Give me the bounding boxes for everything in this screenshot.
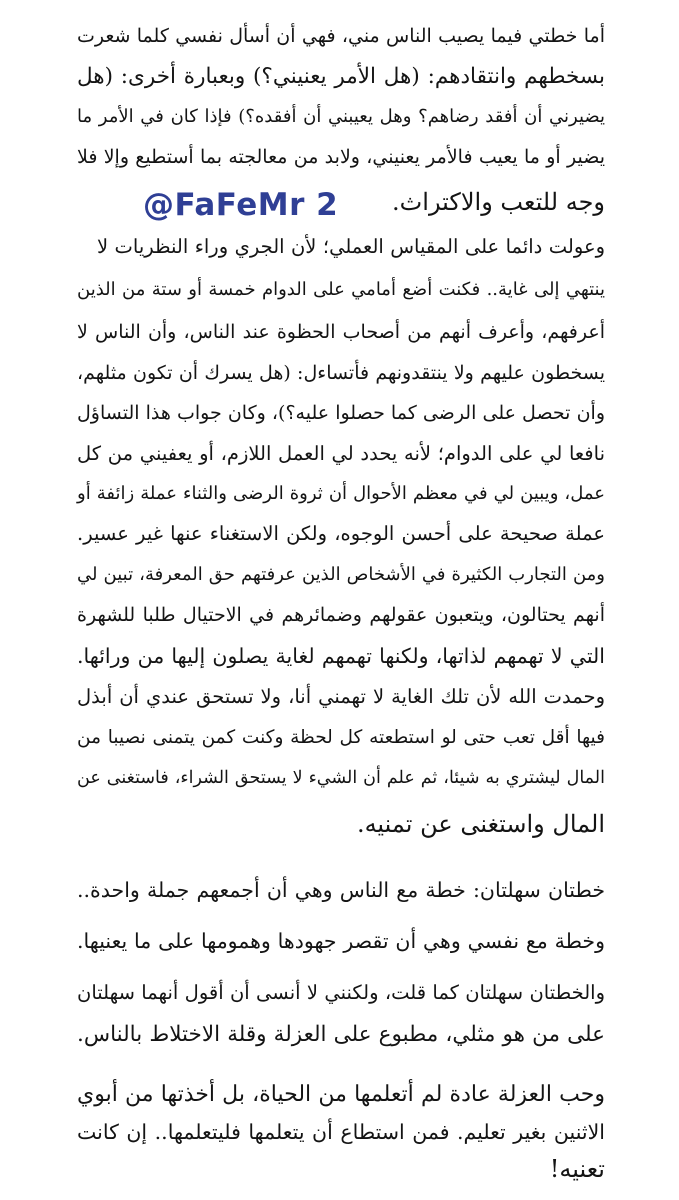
text-line: أما خطتي فيما يصيب الناس مني، فهي أن أسأل نفسي كلما شعرت xyxy=(77,25,605,47)
text-line: وجه للتعب والاكتراث. xyxy=(392,188,605,216)
text-line: ينتهي إلى غاية.. فكنت أضع أمامي على الدوام خمسة أو ستة من الذين xyxy=(77,279,605,300)
text-line: بسخطهم وانتقادهم: (هل الأمر يعنيني؟) وبعبارة أخرى: (هل xyxy=(77,64,605,89)
text-line: عمل، ويبين لي في معظم الأحوال أن ثروة الرضى والثناء عملة زائفة أو xyxy=(77,483,605,504)
text-line: يضير أو ما يعيب فالأمر يعنيني، ولابد من معالجته بما أستطيع وإلا فلا xyxy=(77,146,605,168)
text-line: نافعا لي على الدوام؛ لأنه يحدد لي العمل اللازم، أو يعفيني من كل xyxy=(77,442,605,465)
text-line: تعنيه! xyxy=(549,1155,605,1183)
text-line: يضيرني أن أفقد رضاهم؟ وهل يعيبني أن أفقده؟) فإذا كان في الأمر ما xyxy=(77,106,605,127)
text-line: يسخطون عليهم ولا ينتقدونهم فأتساءل: (هل يسرك أن تكون مثلهم، xyxy=(77,362,605,384)
text-line: وحب العزلة عادة لم أتعلمها من الحياة، بل أخذتها من أبوي xyxy=(77,1082,605,1107)
text-line: الاثنين بغير تعليم. فمن استطاع أن يتعلمها فليتعلمها.. إن كانت xyxy=(77,1120,605,1144)
text-line: خطتان سهلتان: خطة مع الناس وهي أن أجمعهم جملة واحدة.. xyxy=(77,878,605,902)
text-line: وعولت دائما على المقياس العملي؛ لأن الجري وراء النظريات لا xyxy=(97,235,605,258)
text-line: المال ليشتري به شيئا، ثم علم أن الشيء لا يستحق الشراء، فاستغنى عن xyxy=(77,768,605,788)
text-line: والخطتان سهلتان كما قلت، ولكنني لا أنسى أن أقول أنهما سهلتان xyxy=(77,981,605,1004)
text-line: المال واستغنى عن تمنيه. xyxy=(356,810,605,838)
watermark-handle: @FaFeMr 2 xyxy=(143,187,339,223)
text-line: وحمدت الله لأن تلك الغاية لا تهمني أنا، ولا تستحق عندي أن أبذل xyxy=(77,685,605,708)
text-line: أنهم يحتالون، ويتعبون عقولهم وضمائرهم في الاحتيال طلبا للشهرة xyxy=(77,604,605,626)
text-line: على من هو مثلي، مطبوع على العزلة وقلة الاختلاط بالناس. xyxy=(77,1022,605,1047)
text-line: فيها أقل تعب حتى لو استطعته كل لحظة وكنت كمن يتمنى نصيبا من xyxy=(77,727,605,748)
text-line: ومن التجارب الكثيرة في الأشخاص الذين عرفتهم حق المعرفة، تبين لي xyxy=(77,564,605,585)
text-line: وأن تحصل على الرضى كما حصلوا عليه؟)، وكان جواب هذا التساؤل xyxy=(77,402,605,424)
text-line: التي لا تهمهم لذاتها، ولكنها تهمهم لغاية يصلون إليها من ورائها. xyxy=(77,644,605,668)
text-line: أعرفهم، وأعرف أنهم من أصحاب الحظوة عند الناس، وأن الناس لا xyxy=(77,321,605,343)
text-line: عملة صحيحة على أحسن الوجوه، ولكن الاستغناء عنها غير عسير. xyxy=(77,522,605,545)
text-line: وخطة مع نفسي وهي أن تقصر جهودها وهمومها على ما يعنيها. xyxy=(77,929,605,953)
